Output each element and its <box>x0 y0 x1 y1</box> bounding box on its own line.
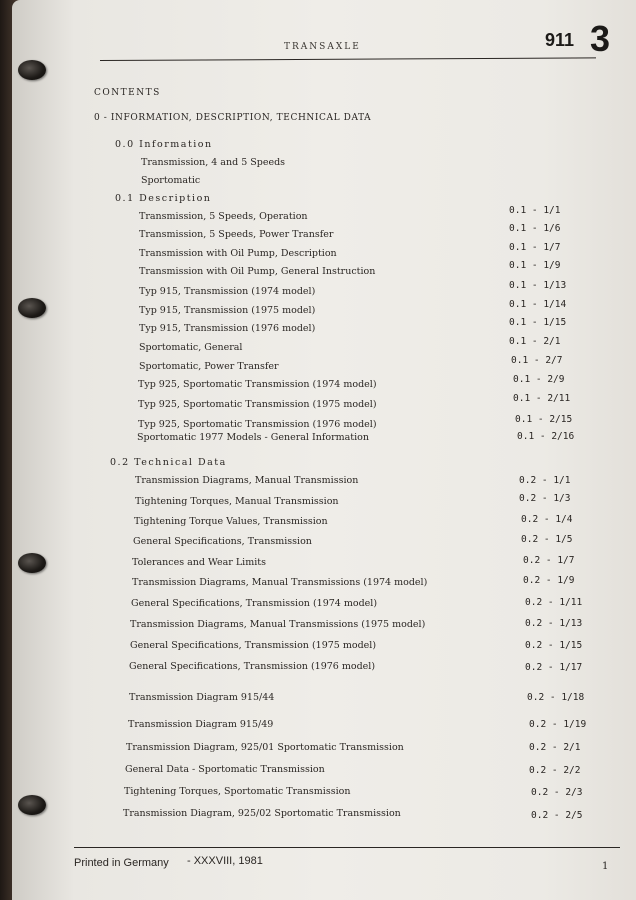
toc-entry-title: Transmission Diagrams, Manual Transmission <box>135 475 359 486</box>
toc-entry-page-ref: 0.1 - 1/13 <box>509 280 567 291</box>
binder-ring-hole <box>18 60 46 80</box>
toc-entry-title: Transmission, 5 Speeds, Operation <box>139 211 308 222</box>
toc-entry-page-ref: 0.1 - 1/14 <box>509 299 567 310</box>
toc-entry-page-ref: 0.2 - 1/1 <box>519 475 571 486</box>
toc-entry-page-ref: 0.1 - 2/7 <box>511 355 563 366</box>
toc-entry-page-ref: 0.2 - 2/3 <box>531 787 583 798</box>
toc-entry-page-ref: 0.2 - 1/15 <box>525 640 583 651</box>
toc-entry-page-ref: 0.2 - 1/3 <box>519 493 571 504</box>
toc-entry-title: Typ 915, Transmission (1974 model) <box>139 286 316 297</box>
toc-entry-page-ref: 0.2 - 2/1 <box>529 742 581 753</box>
document-page <box>12 0 636 900</box>
page-number: 1 <box>602 861 609 872</box>
toc-entry-title: Sportomatic 1977 Models - General Information <box>137 432 369 443</box>
header-title: TRANSAXLE <box>284 42 361 52</box>
toc-entry-title: Transmission Diagram, 925/01 Sportomatic Transmission <box>126 742 404 753</box>
toc-entry-page-ref: 0.2 - 1/19 <box>529 719 587 730</box>
section-heading: 0 - INFORMATION, DESCRIPTION, TECHNICAL DATA <box>94 113 372 123</box>
toc-entry-page-ref: 0.2 - 1/18 <box>527 692 585 703</box>
toc-entry-page-ref: 0.2 - 1/13 <box>525 618 583 629</box>
toc-entry-title: Sportomatic, Power Transfer <box>139 361 279 372</box>
binder-ring-hole <box>18 553 46 573</box>
header-group-number: 3 <box>590 18 611 59</box>
header-model: 911 <box>545 30 575 50</box>
toc-entry-page-ref: 0.1 - 2/11 <box>513 393 571 404</box>
binder-ring-hole <box>18 795 46 815</box>
toc-entry-title: General Specifications, Transmission (1975 model) <box>130 640 377 651</box>
toc-entry-page-ref: 0.2 - 1/11 <box>525 597 583 608</box>
toc-entry-title: Transmission, 5 Speeds, Power Transfer <box>139 229 334 240</box>
toc-entry-title: Transmission Diagram 915/49 <box>128 719 274 730</box>
toc-entry-page-ref: 0.2 - 1/17 <box>525 662 583 673</box>
contents-heading: CONTENTS <box>94 88 161 98</box>
toc-entry-title: General Specifications, Transmission <box>133 536 312 547</box>
toc-entry-title: General Data - Sportomatic Transmission <box>125 764 325 775</box>
toc-entry-title: Transmission Diagram, 925/02 Sportomatic Transmission <box>123 808 401 819</box>
toc-entry-page-ref: 0.1 - 2/1 <box>509 336 561 347</box>
toc-entry-page-ref: 0.1 - 1/15 <box>509 317 567 328</box>
toc-entry-title: Typ 925, Sportomatic Transmission (1975 model) <box>138 399 377 410</box>
toc-entry-title: Transmission Diagrams, Manual Transmissions (1975 model) <box>130 619 426 630</box>
toc-entry-title: Transmission, 4 and 5 Speeds <box>141 157 286 168</box>
toc-entry-title: Transmission with Oil Pump, Description <box>139 248 337 259</box>
footer-printed-in: Printed in Germany <box>74 857 169 869</box>
subsection-heading: 0.0 Information <box>115 139 213 150</box>
header-rule <box>100 57 596 61</box>
toc-entry-title: Tightening Torques, Manual Transmission <box>135 496 339 507</box>
toc-entry-title: Typ 925, Sportomatic Transmission (1976 model) <box>138 419 377 430</box>
toc-entry-page-ref: 0.1 - 1/1 <box>509 205 561 216</box>
toc-entry-page-ref: 0.1 - 1/7 <box>509 242 561 253</box>
toc-entry-page-ref: 0.1 - 2/9 <box>513 374 565 385</box>
toc-entry-page-ref: 0.1 - 2/16 <box>517 431 575 442</box>
binder-ring-hole <box>18 298 46 318</box>
toc-entry-title: Transmission with Oil Pump, General Instruction <box>139 266 376 277</box>
subsection-heading: 0.1 Description <box>115 193 212 204</box>
toc-entry-page-ref: 0.2 - 1/5 <box>521 534 573 545</box>
toc-entry-title: Typ 915, Transmission (1976 model) <box>139 323 316 334</box>
toc-entry-page-ref: 0.1 - 2/15 <box>515 414 573 425</box>
toc-entry-title: Sportomatic <box>141 175 201 186</box>
toc-entry-page-ref: 0.2 - 2/2 <box>529 765 581 776</box>
toc-entry-title: Sportomatic, General <box>139 342 243 353</box>
toc-entry-title: Transmission Diagrams, Manual Transmissions (1974 model) <box>132 577 428 588</box>
toc-entry-title: Tightening Torque Values, Transmission <box>134 516 328 527</box>
toc-entry-page-ref: 0.2 - 1/9 <box>523 575 575 586</box>
toc-entry-title: Transmission Diagram 915/44 <box>129 692 275 703</box>
toc-entry-page-ref: 0.1 - 1/9 <box>509 260 561 271</box>
toc-entry-page-ref: 0.2 - 1/7 <box>523 555 575 566</box>
toc-entry-title: Tightening Torques, Sportomatic Transmission <box>124 786 351 797</box>
toc-entry-title: General Specifications, Transmission (1974 model) <box>131 598 378 609</box>
footer-rule <box>74 847 620 848</box>
toc-entry-title: Typ 925, Sportomatic Transmission (1974 model) <box>138 379 377 390</box>
footer-date: - XXXVIII, 1981 <box>187 855 263 867</box>
toc-entry-title: General Specifications, Transmission (1976 model) <box>129 661 376 672</box>
toc-entry-page-ref: 0.2 - 1/4 <box>521 514 573 525</box>
subsection-heading: 0.2 Technical Data <box>110 457 227 468</box>
toc-entry-page-ref: 0.2 - 2/5 <box>531 810 583 821</box>
toc-entry-title: Typ 915, Transmission (1975 model) <box>139 305 316 316</box>
toc-entry-page-ref: 0.1 - 1/6 <box>509 223 561 234</box>
toc-entry-title: Tolerances and Wear Limits <box>132 557 266 568</box>
